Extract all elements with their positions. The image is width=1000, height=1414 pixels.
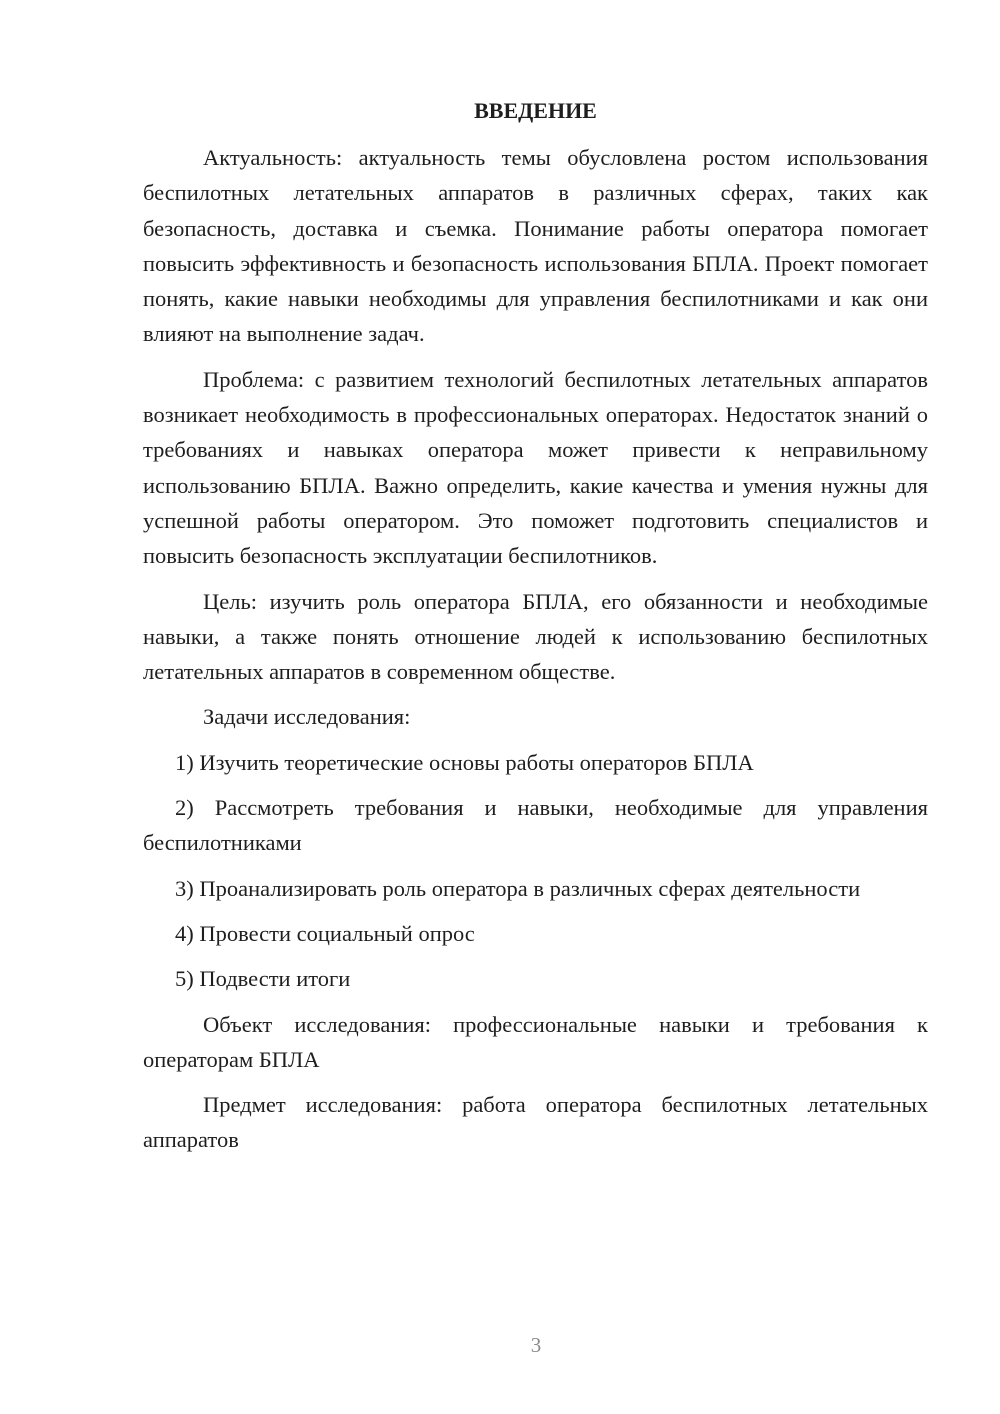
task-item-2: 2) Рассмотреть требования и навыки, необходимые для управления беспилотниками (143, 795, 928, 856)
task-item-5: 5) Подвести итоги (175, 966, 351, 992)
section-heading: ВВЕДЕНИЕ (474, 98, 597, 123)
subject-paragraph: Предмет исследования: работа оператора беспилотных летательных аппаратов (143, 1092, 928, 1153)
goal-paragraph: Цель: изучить роль оператора БПЛА, его обязанности и необходимые навыки, а также понять отношение людей к использованию беспилотных летательных аппаратов в современном обществе. (143, 588, 928, 685)
page-content (143, 93, 928, 1168)
task-item-3: 3) Проанализировать роль оператора в различных сферах деятельности (175, 875, 861, 901)
object-paragraph: Объект исследования: профессиональные навыки и требования к операторам БПЛА (143, 1011, 928, 1072)
relevance-paragraph: Актуальность: актуальность темы обусловлена ростом использования беспилотных летательных аппаратов в различных сферах, таких как безопасность, доставка и съемка. Понимание работы оператора помогает повысить эффективность и безопасность использования БПЛА. Проект помогает понять, какие навыки необходимы для управления беспилотниками и как они влияют на выполнение задач. (143, 145, 928, 347)
task-item-4: 4) Провести социальный опрос (175, 920, 475, 946)
page-number: 3 (530, 1333, 542, 1357)
tasks-title: Задачи исследования: (203, 704, 411, 730)
problem-paragraph: Проблема: с развитием технологий беспилотных летательных аппаратов возникает необходимость в профессиональных операторах. Недостаток знаний о требованиях и навыках оператора может привести к неправильному использованию БПЛА. Важно определить, какие качества и умения нужны для успешной работы оператором. Это поможет подготовить специалистов и повысить безопасность эксплуатации беспилотников. (143, 366, 928, 569)
task-item-1: 1) Изучить теоретические основы работы операторов БПЛА (175, 749, 754, 775)
